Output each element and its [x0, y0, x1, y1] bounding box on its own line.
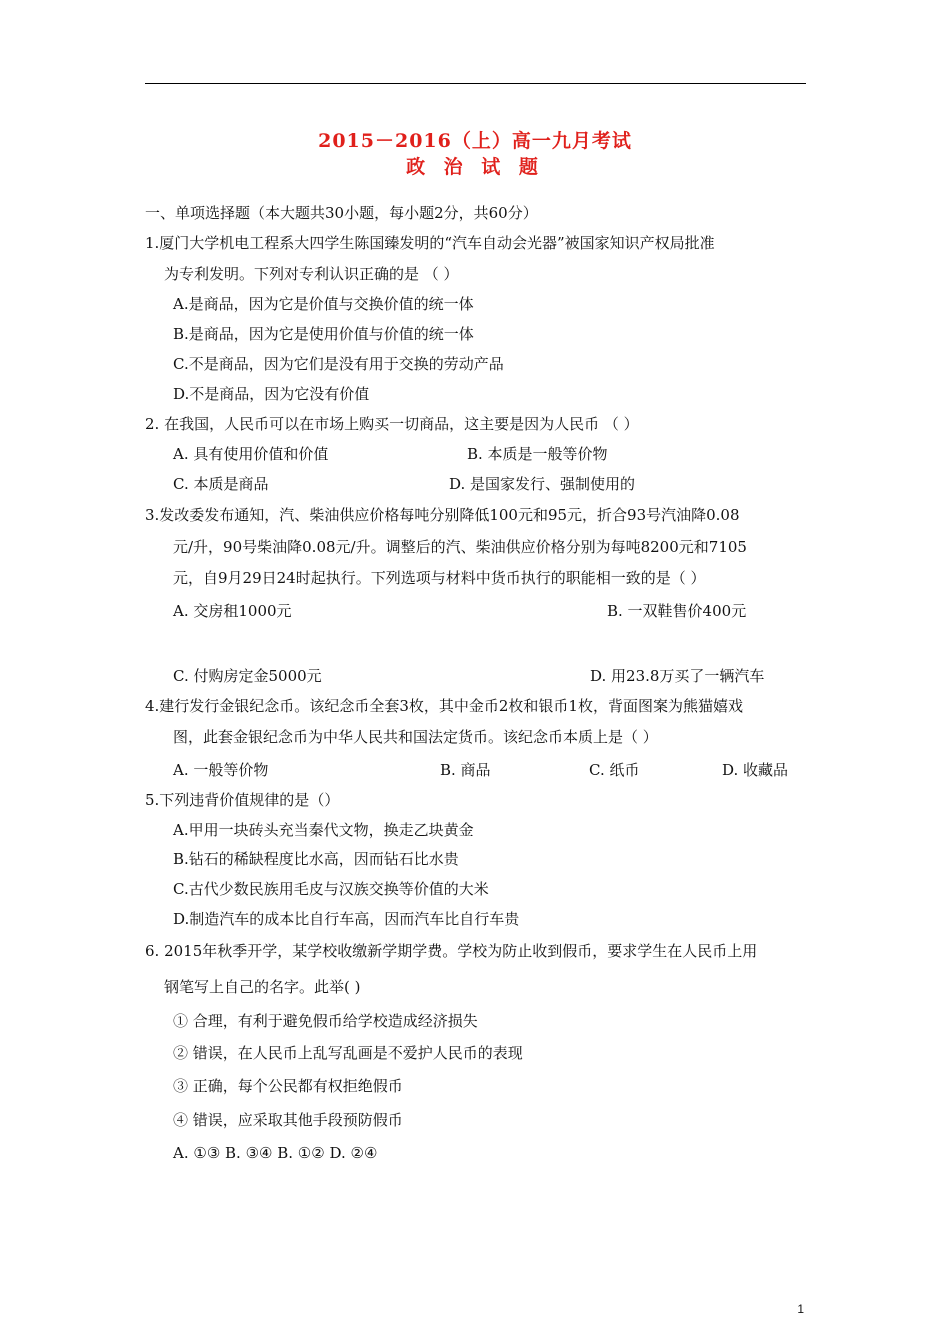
- q5-stem: 5.下列违背价值规律的是（）: [145, 791, 340, 809]
- q4-option-a: A. 一般等价物: [173, 761, 269, 779]
- q3-option-a: A. 交房租1000元: [173, 602, 292, 620]
- q4-stem-line1: 4.建行发行金银纪念币。该纪念币全套3枚，其中金币2枚和银币1枚，背面图案为熊猫嬉戏: [145, 697, 743, 715]
- q1-option-b: B.是商品，因为它是使用价值与价值的统一体: [173, 325, 474, 343]
- q3-option-c: C. 付购房定金5000元: [173, 667, 322, 685]
- q1-option-d: D.不是商品，因为它没有价值: [173, 385, 370, 403]
- exam-subtitle: 政 治 试 题: [406, 156, 544, 178]
- q4-option-d: D. 收藏品: [722, 761, 789, 779]
- q3-option-b: B. 一双鞋售价400元: [607, 602, 747, 620]
- q5-option-d: D.制造汽车的成本比自行车高，因而汽车比自行车贵: [173, 910, 520, 928]
- q6-statement-1: ① 合理，有利于避免假币给学校造成经济损失: [173, 1012, 478, 1030]
- q5-option-c: C.古代少数民族用毛皮与汉族交换等价值的大米: [173, 880, 489, 898]
- q6-statement-4: ④ 错误，应采取其他手段预防假币: [173, 1111, 403, 1129]
- q3-stem-line2: 元/升，90号柴油降0.08元/升。调整后的汽、柴油供应价格分别为每吨8200元和7105: [173, 538, 747, 556]
- q6-statement-2: ② 错误，在人民币上乱写乱画是不爱护人民币的表现: [173, 1044, 523, 1062]
- q5-option-b: B.钻石的稀缺程度比水高，因而钻石比水贵: [173, 850, 459, 868]
- header-rule: [145, 83, 806, 84]
- q2-option-d: D. 是国家发行、强制使用的: [449, 475, 636, 493]
- q4-stem-line2: 图，此套金银纪念币为中华人民共和国法定货币。该纪念币本质上是（ ）: [173, 728, 658, 746]
- q1-stem-line2: 为专利发明。下列对专利认识正确的是 （ ）: [164, 265, 459, 283]
- q2-option-a: A. 具有使用价值和价值: [173, 445, 329, 463]
- q6-statement-3: ③ 正确，每个公民都有权拒绝假币: [173, 1077, 403, 1095]
- q6-stem-line2: 钢笔写上自己的名字。此举( ): [164, 978, 361, 996]
- q1-option-a: A.是商品，因为它是价值与交换价值的统一体: [173, 295, 474, 313]
- q6-choices: A. ①③ B. ③④ B. ①② D. ②④: [173, 1144, 378, 1162]
- q3-stem-line3: 元，自9月29日24时起执行。下列选项与材料中货币执行的职能相一致的是（ ）: [173, 569, 706, 587]
- q4-option-c: C. 纸币: [589, 761, 640, 779]
- q4-option-b: B. 商品: [440, 761, 491, 779]
- exam-title: 2015－2016（上）高一九月考试: [318, 130, 632, 152]
- section-heading: 一、单项选择题（本大题共30小题，每小题2分，共60分）: [145, 204, 538, 222]
- q6-stem-line1: 6. 2015年秋季开学，某学校收缴新学期学费。学校为防止收到假币，要求学生在人民币上用: [145, 942, 758, 960]
- q3-stem-line1: 3.发改委发布通知，汽、柴油供应价格每吨分别降低100元和95元，折合93号汽油降0.08: [145, 506, 740, 524]
- q2-option-b: B. 本质是一般等价物: [467, 445, 608, 463]
- q1-stem-line1: 1.厦门大学机电工程系大四学生陈国臻发明的“汽车自动会光器”被国家知识产权局批准: [145, 234, 715, 252]
- q1-option-c: C.不是商品，因为它们是没有用于交换的劳动产品: [173, 355, 504, 373]
- q5-option-a: A.甲用一块砖头充当秦代文物，换走乙块黄金: [173, 821, 474, 839]
- q2-stem: 2. 在我国，人民币可以在市场上购买一切商品，这主要是因为人民币 （ ）: [145, 415, 639, 433]
- q3-option-d: D. 用23.8万买了一辆汽车: [590, 667, 765, 685]
- q2-option-c: C. 本质是商品: [173, 475, 269, 493]
- page-number: 1: [797, 1302, 804, 1316]
